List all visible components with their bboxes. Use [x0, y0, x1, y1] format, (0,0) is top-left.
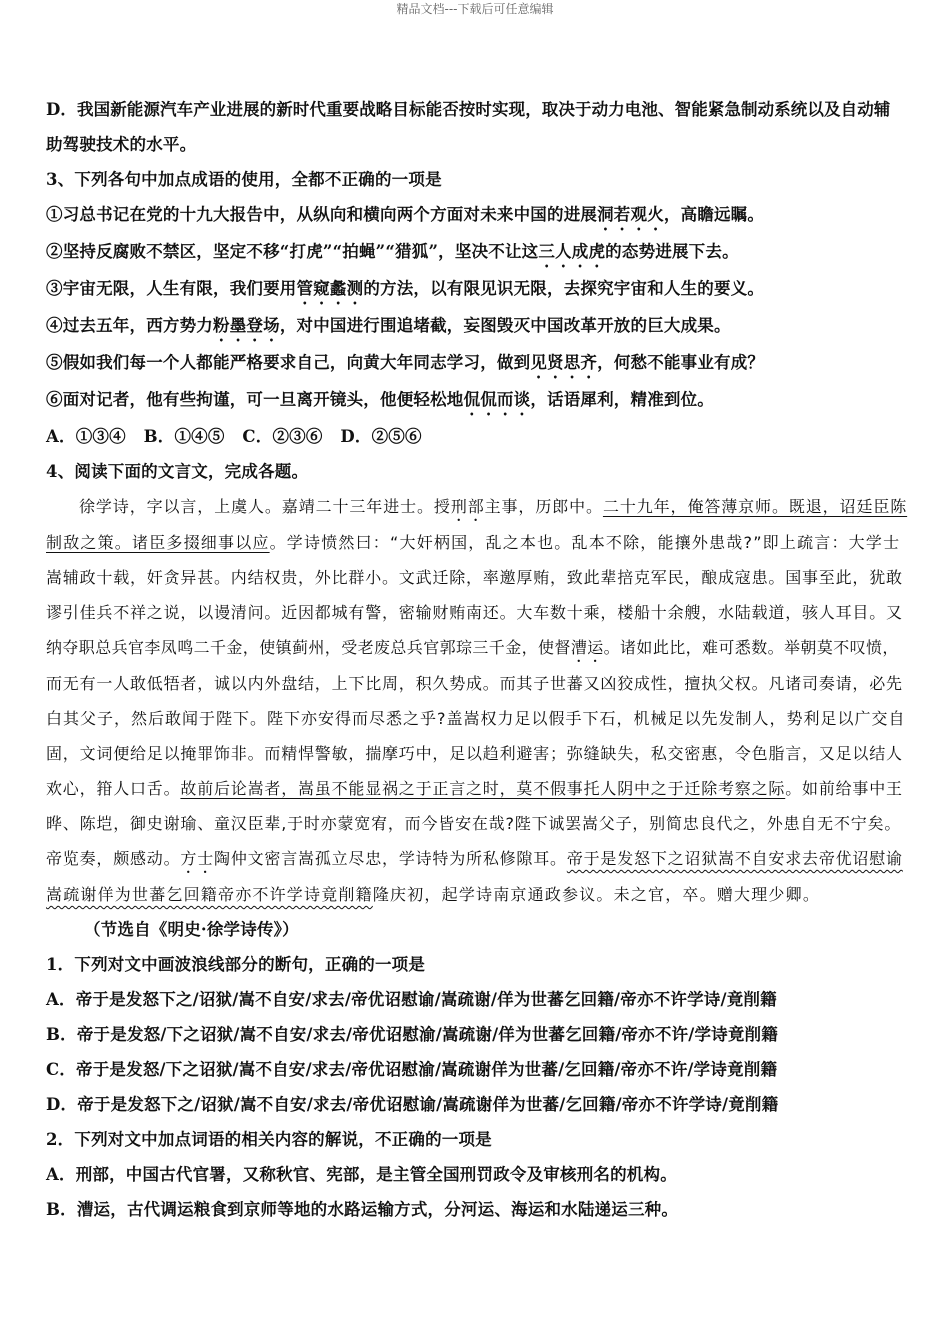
passage-line-3: 嵩辅政十载，奸贪异甚。内结权贵，外比群小。文武迁除，率邀厚贿，致此辈掊克军民，酿成寇患。国事至此，犹敢: [46, 568, 903, 587]
q4-sub1-option-a: A．帝于是发怒下之/诏狱/嵩不自安/求去/帝优诏慰谕/嵩疏谢/佯为世蕃乞回籍/帝亦不许学诗/竟削籍: [46, 990, 777, 1009]
passage-line-4: 谬引佳兵不祥之说，以谩清问。近因都城有警，密输财贿南还。大车数十乘，楼船十余艘，水陆载道，骇人耳目。又: [46, 603, 903, 622]
passage-line-7: 白其父子，然后敢闻于陛下。陛下亦安得而尽悉之乎?盖嵩权力足以假手下石，机械足以先发制人，势利足以广交自: [46, 709, 906, 728]
q3-sentence-2: ②坚持反腐败不禁区，坚定不移“打虎”“拍蝇”“猎狐”，坚决不让这三人成虎的态势进展下去。: [46, 242, 739, 261]
underlined-sentence-2: 故前后论嵩者，嵩虽不能显祸之于正言之时，莫不假事托人阴中之于迁除考察之际: [180, 779, 786, 798]
passage-line-11: 帝览奏，颇感动。方士陶仲文密言嵩孤立尽忠，学诗特为所私修隙耳。帝于是发怒下之诏狱嵩不自安求去帝优诏慰谕: [46, 849, 903, 868]
idiom-3: 管窥蠡测: [296, 279, 364, 298]
q3-sentence-5: ⑤假如我们每一个人都能严格要求自己，向黄大年同志学习，做到见贤思齐，何愁不能事业有成？: [46, 353, 765, 372]
q4-sub1-option-b: B．帝于是发怒/下之诏狱/嵩不自安/求去/帝优诏慰渝/嵩疏谢/佯为世蕃乞回籍/帝亦不许/学诗竟削籍: [46, 1025, 778, 1044]
q2-option-d-line2: 助驾驶技术的水平。: [46, 135, 197, 154]
dotted-term-caoyun: 漕运: [570, 638, 604, 657]
passage-source: （节选自《明史·徐学诗传》）: [84, 920, 299, 939]
idiom-2: 三人成虎: [538, 242, 606, 261]
passage-line-9: 欢心，箝人口舌。故前后论嵩者，嵩虽不能显祸之于正言之时，莫不假事托人阴中之于迁除考察之际。如前给事中王: [46, 779, 903, 798]
q4-sub1-option-d: D．帝于是发怒下之/诏狱/嵩不自安/求去/帝优诏慰谕/嵩疏谢佯为世蕃/乞回籍/帝亦不许学诗/竟削籍: [46, 1095, 779, 1114]
q2-option-d-line1: D．我国新能源汽车产业进展的新时代重要战略目标能否按时实现，取决于动力电池、智能紧急制动系统以及自动辅: [46, 100, 891, 119]
passage-line-5: 纳夺职总兵官李凤鸣二千金，使镇蓟州，受老废总兵官郭琮三千金，使督漕运。诸如此比，难可悉数。举朝莫不叹愤，: [46, 638, 899, 657]
idiom-5: 见贤思齐: [530, 353, 598, 372]
q3-sentence-4: ④过去五年，西方势力粉墨登场，对中国进行围追堵截，妄图毁灭中国改革开放的巨大成果。: [46, 316, 731, 335]
underlined-sentence-1-end: 制敌之策。诸臣多掇细事以应: [46, 533, 270, 552]
q4-stem: 4、阅读下面的文言文，完成各题。: [46, 462, 309, 481]
q4-sub1-option-c: C．帝于是发怒/下之诏狱/嵩不自安/求去/帝优诏慰渝/嵩疏谢佯为世蕃/乞回籍/帝亦不许/学诗竟削籍: [46, 1060, 778, 1079]
dotted-term-xingbu: 刑部: [450, 497, 485, 516]
passage-line-12: 嵩疏谢佯为世蕃乞回籍帝亦不许学诗竟削籍隆庆初，起学诗南京通政参议。未之官，卒。赠大理少卿。: [46, 885, 821, 904]
wavy-sentence: 帝于是发怒下之诏狱嵩不自安求去帝优诏慰谕: [566, 849, 903, 868]
q4-sub2-stem: 2．下列对文中加点词语的相关内容的解说，不正确的一项是: [46, 1130, 492, 1149]
q3-sentence-1: ①习总书记在党的十九大报告中，从纵向和横向两个方面对未来中国的进展洞若观火，高瞻远瞩。: [46, 205, 765, 224]
underlined-sentence-1: 二十九年，俺答薄京师。既退，诏廷臣陈: [602, 497, 908, 516]
passage-line-8: 固，文词便给足以掩罪饰非。而精悍警敏，揣摩巧中，足以趋利避害；弥缝缺失，私交密惠，令色脂言，又足以结人: [46, 744, 903, 763]
idiom-1: 洞若观火: [597, 205, 664, 224]
q4-sub2-option-a: A．刑部，中国古代官署，又称秋官、宪部，是主管全国刑罚政令及审核刑名的机构。: [46, 1165, 677, 1184]
passage-line-2: 制敌之策。诸臣多掇细事以应。学诗愤然曰：“大奸柄国，乱之本也。乱本不除，能攘外患哉?”即上疏言：大学士: [46, 533, 901, 552]
q3-stem: 3、下列各句中加点成语的使用，全都不正确的一项是: [46, 170, 442, 189]
idiom-6: 侃侃而谈: [463, 390, 531, 409]
idiom-4: 粉墨登场: [213, 316, 280, 335]
passage-line-10: 晔、陈垲，御史谢瑜、童汉臣辈,于时亦蒙宽宥，而今皆安在哉?陛下诚罢嵩父子，别简忠良代之，外患自无不宁矣。: [46, 814, 902, 833]
wavy-sentence-end: 嵩疏谢佯为世蕃乞回籍帝亦不许学诗竟削籍: [46, 885, 373, 904]
dotted-term-fangshi: 方士: [180, 849, 215, 868]
page-header: 精品文档---下载后可任意编辑: [396, 2, 554, 16]
classical-passage: [46, 489, 908, 912]
document-body: [46, 92, 908, 1227]
q4-sub1-stem: 1．下列对文中画波浪线部分的断句，正确的一项是: [46, 955, 426, 974]
q3-options: A．①③④ B．①④⑤ C．②③⑥ D．②⑤⑥: [46, 427, 422, 446]
q3-sentence-6: ⑥面对记者，他有些拘谨，可一旦离开镜头，他便轻松地侃侃而谈，话语犀利，精准到位。: [46, 390, 715, 409]
q3-sentence-3: ③宇宙无限，人生有限，我们要用管窥蠡测的方法，以有限见识无限，去探究宇宙和人生的要义。: [46, 279, 765, 298]
passage-line-6: 而无有一人敢低牾者，诚以内外盘结，上下比周，积久势成。而其子世蕃又凶狡成性，擅执父权。凡诸司奏请，必先: [46, 674, 903, 693]
passage-line-1: 徐学诗，字以言，上虞人。嘉靖二十三年进士。授刑部主事，历郎中。二十九年，俺答薄京师。既退，诏廷臣陈: [79, 497, 908, 516]
q4-sub2-option-b: B．漕运，古代调运粮食到京师等地的水路运输方式，分河运、海运和水陆递运三种。: [46, 1200, 679, 1219]
